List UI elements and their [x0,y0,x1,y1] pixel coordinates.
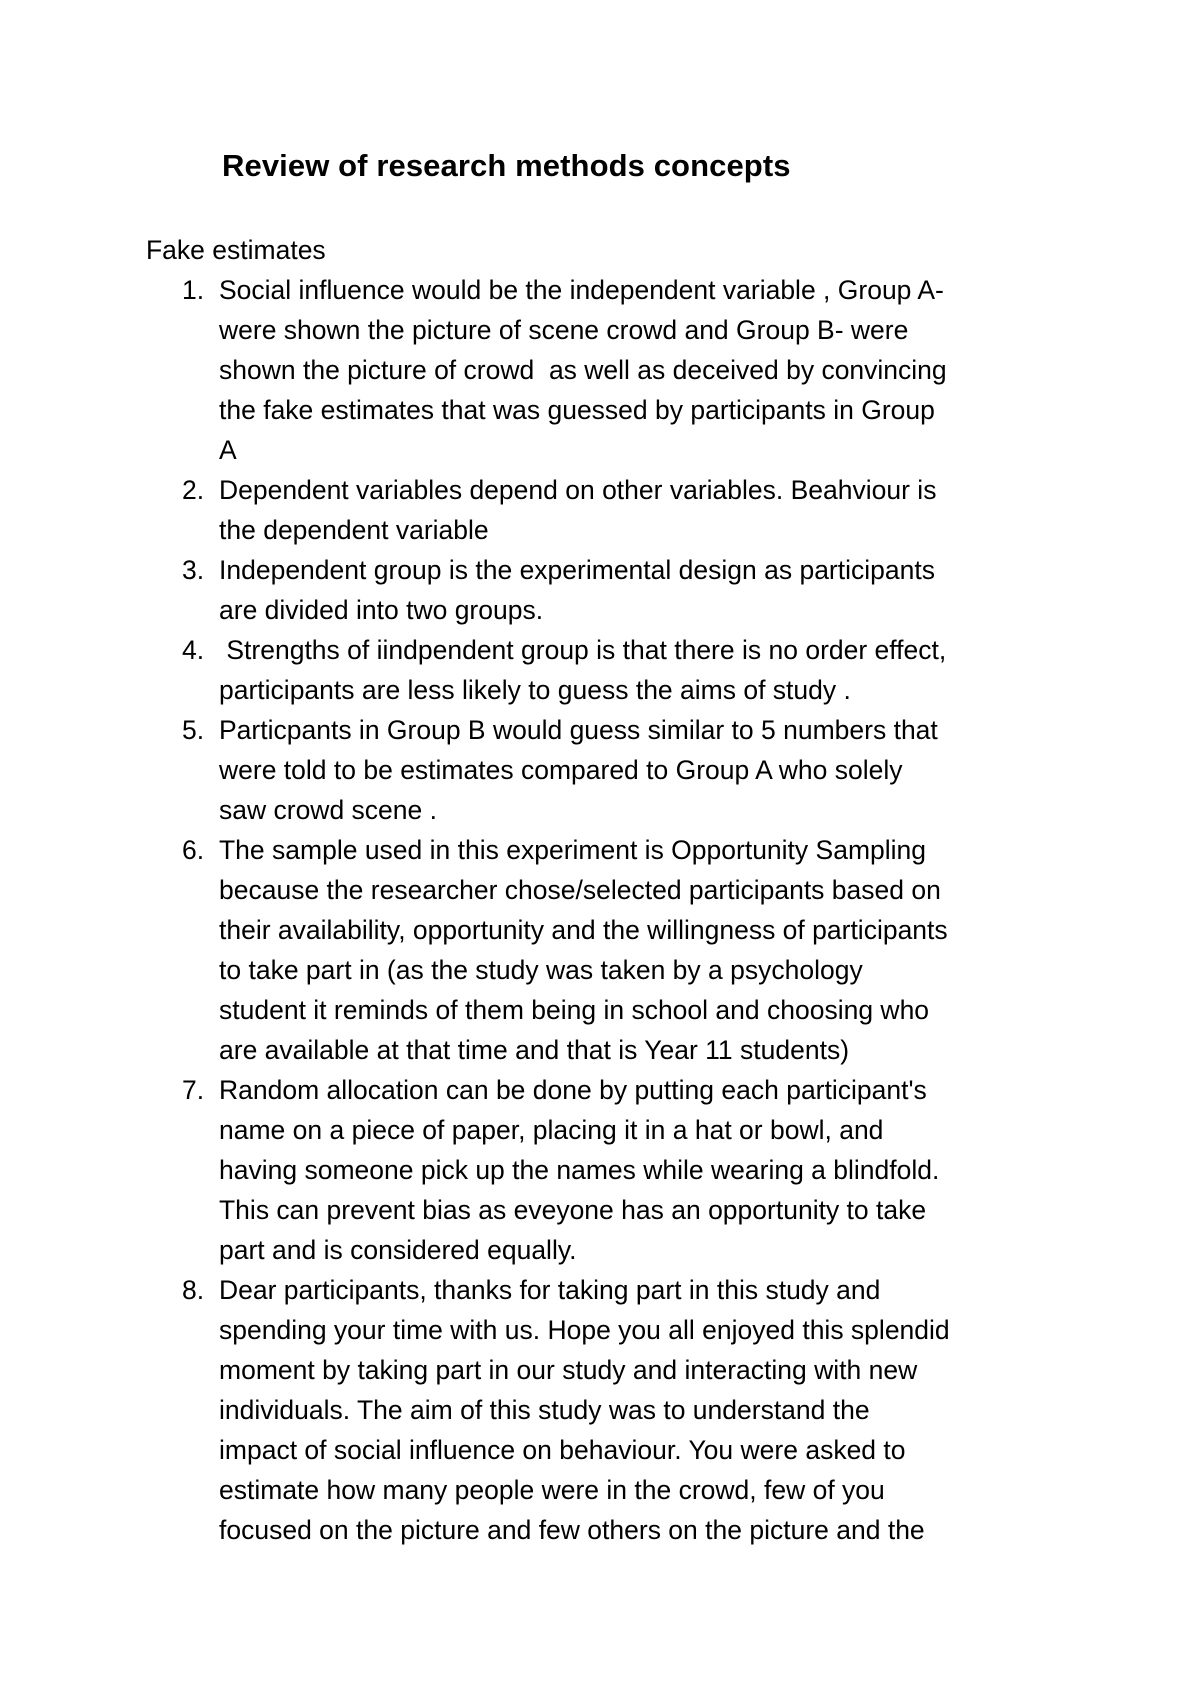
list-item-number: 3. [182,555,205,585]
list-item-text-line: having someone pick up the names while wearing a blindfold. [219,1155,940,1185]
list-item-text-line: This can prevent bias as eveyone has an opportunity to take [219,1195,927,1225]
list-item [0,470,1200,550]
list-item-text-line: The sample used in this experiment is Opportunity Sampling [219,835,927,865]
list-item-number: 7. [182,1075,205,1105]
list-item-number: 2. [182,475,205,505]
section-heading: Fake estimates [146,235,326,265]
list-item-number: 1. [182,275,205,305]
list-item-text-line: their availability, opportunity and the willingness of participants [219,915,948,945]
list-item-text-line: to take part in (as the study was taken by a psychology [219,955,863,985]
list-item-text-line: are divided into two groups. [219,595,544,625]
list-item-text-line: Dear participants, thanks for taking part in this study and [219,1275,881,1305]
list-item-text-line: Social influence would be the independent variable , Group A- [219,275,944,305]
list-item-text-line: individuals. The aim of this study was to understand the [219,1395,870,1425]
list-item-text-line: name on a piece of paper, placing it in a hat or bowl, and [219,1115,884,1145]
list-item-text-line: student it reminds of them being in school and choosing who [219,995,930,1025]
list-item-text-line: part and is considered equally. [219,1235,577,1265]
list-item-text-line: shown the picture of crowd as well as deceived by convincing [219,355,947,385]
list-item-text-line: spending your time with us. Hope you all enjoyed this splendid [219,1315,950,1345]
list-item-text-line: participants are less likely to guess the aims of study . [219,675,851,705]
list-item-text-line: saw crowd scene . [219,795,437,825]
answer-list [0,270,1200,1550]
list-item [0,830,1200,1070]
list-item-text-line: were told to be estimates compared to Group A who solely [219,755,903,785]
list-item-text-line: are available at that time and that is Year 11 students) [219,1035,850,1065]
list-item-number: 8. [182,1275,205,1305]
list-item-number: 5. [182,715,205,745]
list-item-text-line: the dependent variable [219,515,489,545]
document-title: Review of research methods concepts [222,148,791,183]
list-item [0,1270,1200,1550]
list-item-text-line: focused on the picture and few others on the picture and the [219,1515,925,1545]
list-item-text-line: because the researcher chose/selected participants based on [219,875,941,905]
list-item [0,270,1200,470]
list-item-text-line: Strengths of iindpendent group is that there is no order effect, [219,635,947,665]
list-item [0,1070,1200,1270]
list-item [0,710,1200,830]
list-item-text-line: Random allocation can be done by putting each participant's [219,1075,927,1105]
list-item-text-line: the fake estimates that was guessed by participants in Group [219,395,935,425]
list-item-number: 4. [182,635,205,665]
list-item-text-line: Dependent variables depend on other variables. Beahviour is [219,475,937,505]
list-item-text-line: moment by taking part in our study and interacting with new [219,1355,918,1385]
list-item [0,630,1200,710]
list-item-text-line: A [219,435,237,465]
list-item-text-line: impact of social influence on behaviour. You were asked to [219,1435,906,1465]
list-item-text-line: Independent group is the experimental design as participants [219,555,935,585]
list-item-text-line: Particpants in Group B would guess similar to 5 numbers that [219,715,938,745]
list-item-number: 6. [182,835,205,865]
list-item-text-line: estimate how many people were in the crowd, few of you [219,1475,885,1505]
list-item [0,550,1200,630]
list-item-text-line: were shown the picture of scene crowd and Group B- were [219,315,909,345]
